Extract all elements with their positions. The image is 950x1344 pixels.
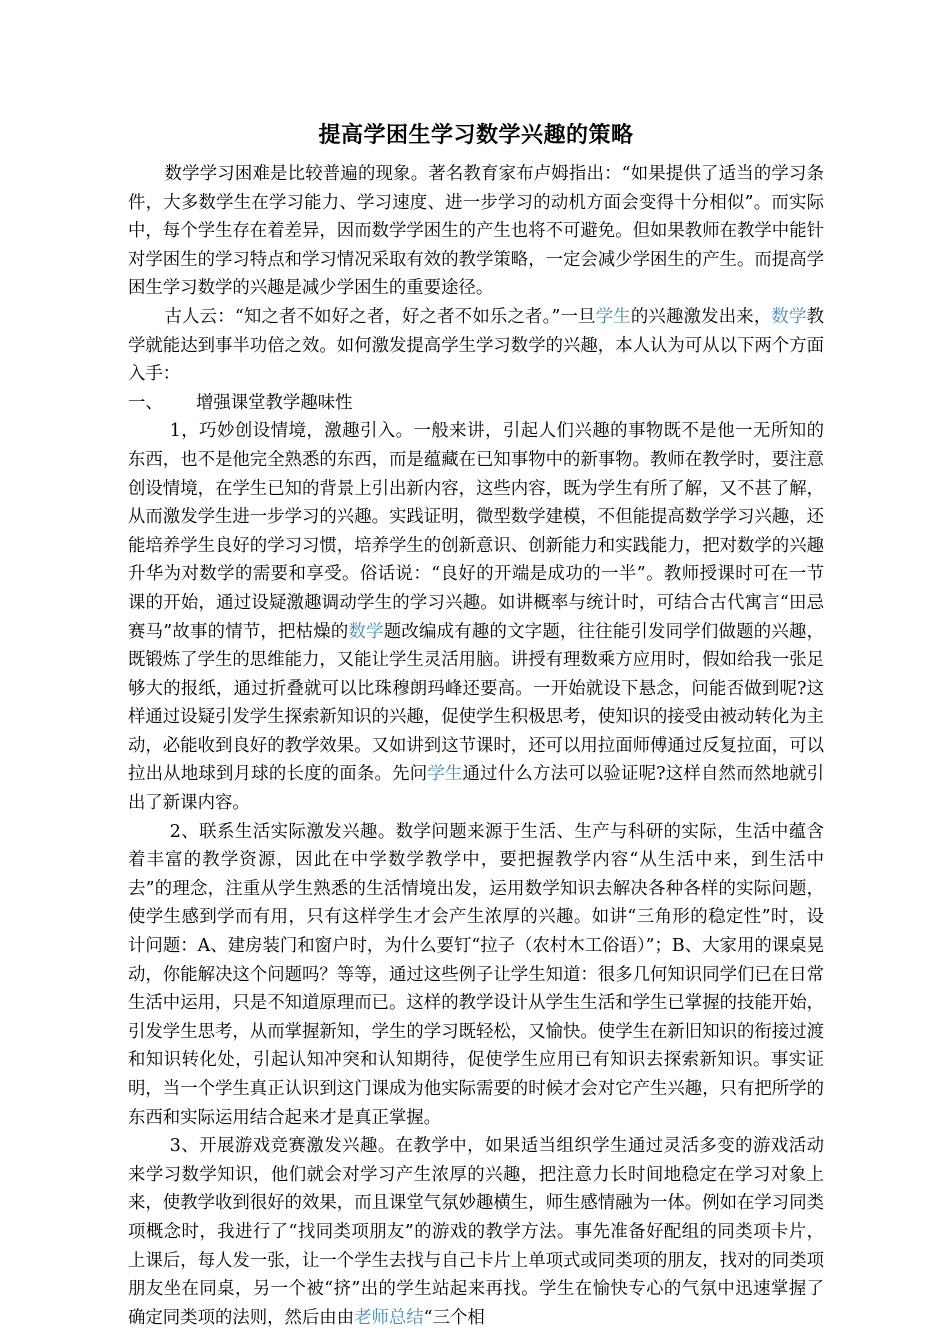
document-title: 提高学困生学习数学兴趣的策略 [318,122,634,148]
link-student[interactable]: 学生 [595,306,631,327]
paragraph-intro: 数学学习困难是比较普遍的现象。著名教育家布卢姆指出：“如果提供了适当的学习条件，大多数学生在学习能力、学习速度、进一步学习的动机方面会变得十分相似”。而实际中，每个学生存在着差异，因而数学学困生的产生也将不可避免。但如果教师在教学中能针对学困生的学习特点和学习情况采取有效的教学策略，一定会减少学困生的产生。而提高学困生学习数学的兴趣是减少学困生的重要途径。 [128,164,824,299]
section-title: 增强课堂教学趣味性 [195,392,353,413]
paragraph-item-1 [128,417,824,817]
link-math[interactable]: 数学 [348,621,384,642]
text-run: 1，巧妙创设情境，激趣引入。一般来讲，引起人们兴趣的事物既不是他一无所知的东西，也不是他完全熟悉的东西，而是蕴藏在已知事物中的新事物。教师在教学时，要注意创设情境，在学生已知的背景上引出新内容，这些内容，既为学生有所了解，又不甚了解，从而激发学生进一步学习的兴趣。实践证明，微型数学建模，不但能提高数学学习兴趣，还能培养学生良好的学习习惯，培养学生的创新意识、创新能力和实践能力，把对数学的兴趣升华为对数学的需要和享受。俗话说：“良好的开端是成功的一半”。教师授课时可在一节课的开始，通过设疑激趣调动学生的学习兴趣。如讲概率与统计时，可结合古代寓言“田忌赛马”故事的情节，把枯燥的 [128,421,824,642]
section-number: 一、 [128,392,163,413]
text-run: “三个相 [423,1307,485,1328]
paragraph-item-3 [128,1132,824,1332]
text-run: 教学就能达到事半功倍之效。如何激发提高学生学习数学的兴趣，本人认为可从以下两个方面入手： [128,306,824,385]
link-teacher-summary[interactable]: 老师总结 [354,1307,424,1328]
document-page [128,112,824,1332]
text-run: 的兴趣激发出来， [630,306,772,327]
text-run: 题改编成有趣的文字题，往往能引发同学们做题的兴趣，既锻炼了学生的思维能力，又能让学生灵活用脑。讲授有理数乘方应用时，假如给我一张足够大的报纸，通过折叠就可以比珠穆朗玛峰还要高。一开始就设下悬念，问能否做到呢?这样通过设疑引发学生探索新知识的兴趣，促使学生积极思考，使知识的接受由被动转化为主动，必能收到良好的教学效果。又如讲到这节课时，还可以用拉面师傅通过反复拉面，可以拉出从地球到月球的长度的面条。先问 [128,621,824,785]
section-gap [163,393,196,413]
paragraph-item-2: 2、联系生活实际激发兴趣。数学问题来源于生活、生产与科研的实际，生活中蕴含着丰富的教学资源，因此在中学数学教学中，要把握教学内容“从生活中来，到生活中去”的理念，注重从学生熟悉的生活情境出发，运用数学知识去解决各种各样的实际问题，使学生感到学而有用，只有这样学生才会产生浓厚的兴趣。如讲“三角形的稳定性”时，设计问题：A、建房装门和窗户时，为什么要钉“拉子（农村木工俗语）”；B、大家用的课桌晃动，你能解决这个问题吗？等等，通过这些例子让学生知道：很多几何知识同学们已在日常生活中运用，只是不知道原理而已。这样的教学设计从学生生活和学生已掌握的技能开始，引发学生思考，从而掌握新知，学生的学习既轻松，又愉快。使学生在新旧知识的衔接过渡和知识转化处，引起认知冲突和认知期待，促使学生应用已有知识去探索新知识。事实证明，当一个学生真正认识到这门课成为他实际需要的时候才会对它产生兴趣，只有把所学的东西和实际运用结合起来才是真正掌握。 [128,821,824,1128]
link-math[interactable]: 数学 [771,306,807,327]
section-heading [128,389,824,418]
text-run: 3、开展游戏竞赛激发兴趣。在教学中，如果适当组织学生通过灵活多变的游戏活动来学习数学知识，他们就会对学习产生浓厚的兴趣，把注意力长时间地稳定在学习对象上来，使教学收到很好的效果，而且课堂气氛妙趣横生，师生感情融为一体。例如在学习同类项概念时，我进行了“找同类项朋友”的游戏的教学方法。事先准备好配组的同类项卡片，上课后，每人发一张，让一个学生去找与自己卡片上单项式或同类项的朋友，找对的同类项朋友坐在同桌，另一个被“挤”出的学生站起来再找。学生在愉快专心的气氛中迅速掌握了确定同类项的法则，然后由由 [128,1136,824,1328]
paragraph-quote [128,303,824,389]
text-run: 古人云：“知之者不如好之者，好之者不如乐之者。”一旦 [164,306,596,327]
text-run: 通过什么方法可以验证呢?这样自然而然地就引出了新课内容。 [128,764,824,814]
link-student[interactable]: 学生 [427,764,463,785]
